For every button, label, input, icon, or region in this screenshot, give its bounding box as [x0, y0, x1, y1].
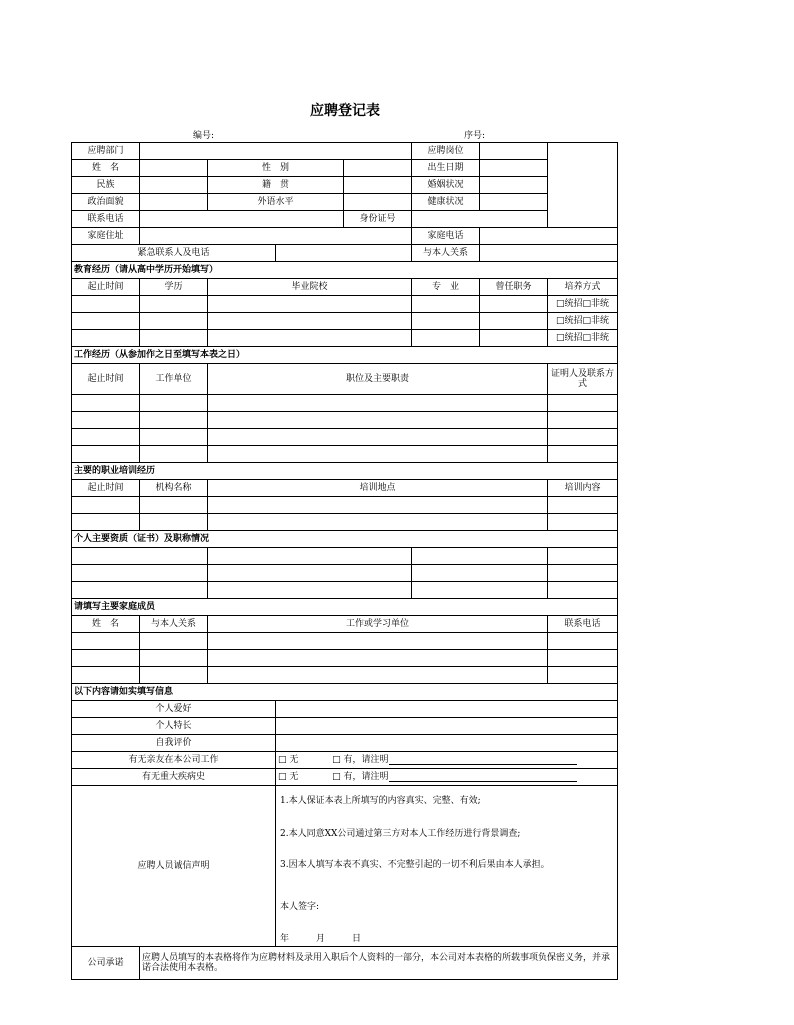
education-section: 教育经历（请从高中学历开始填写） — [72, 262, 618, 279]
edu-cell[interactable] — [72, 313, 140, 330]
language-field[interactable] — [344, 194, 412, 211]
emergency-label: 紧急联系人及电话 — [72, 245, 276, 262]
training-cell[interactable] — [548, 497, 618, 514]
training-header: 培训内容 — [548, 480, 618, 497]
phone-label: 联系电话 — [72, 211, 140, 228]
family-cell[interactable] — [140, 667, 208, 684]
work-header: 职位及主要职责 — [208, 364, 548, 395]
specialty-field[interactable] — [276, 718, 618, 735]
table-row — [72, 667, 618, 684]
illness-label: 有无重大疾病史 — [72, 769, 276, 786]
edu-cell[interactable] — [208, 313, 412, 330]
position-label: 应聘岗位 — [412, 143, 480, 160]
edu-cell[interactable] — [208, 330, 412, 347]
number-label: 编号: — [193, 131, 215, 141]
family-header: 工作或学习单位 — [208, 616, 548, 633]
home-phone-field[interactable] — [480, 228, 618, 245]
family-cell[interactable] — [72, 650, 140, 667]
training-cell[interactable] — [548, 514, 618, 531]
political-field[interactable] — [140, 194, 208, 211]
gender-field[interactable] — [344, 160, 412, 177]
birth-field[interactable] — [480, 160, 548, 177]
qual-cell[interactable] — [208, 582, 412, 599]
work-section: 工作经历（从参加作之日至填写本表之日） — [72, 347, 618, 364]
training-cell[interactable] — [208, 497, 548, 514]
work-cell[interactable] — [140, 446, 208, 463]
family-cell[interactable] — [208, 667, 548, 684]
work-cell[interactable] — [140, 395, 208, 412]
native-field[interactable] — [344, 177, 412, 194]
yes-checkbox[interactable]: □ 有，请注明 — [332, 772, 389, 782]
work-header: 证明人及联系方式 — [548, 364, 618, 395]
family-cell[interactable] — [548, 667, 618, 684]
edu-cell[interactable] — [480, 296, 548, 313]
marital-label: 婚姻状况 — [412, 177, 480, 194]
info-section: 以下内容请如实填写信息 — [72, 684, 618, 701]
health-label: 健康状况 — [412, 194, 480, 211]
table-row — [72, 330, 618, 347]
work-cell[interactable] — [548, 429, 618, 446]
table-row — [72, 565, 618, 582]
family-cell[interactable] — [548, 650, 618, 667]
emergency-field[interactable] — [276, 245, 412, 262]
relatives-label: 有无亲友在本公司工作 — [72, 752, 276, 769]
work-cell[interactable] — [548, 412, 618, 429]
qual-cell[interactable] — [412, 548, 548, 565]
work-header: 起止时间 — [72, 364, 140, 395]
declaration-content — [276, 786, 618, 947]
training-cell[interactable] — [140, 497, 208, 514]
edu-cell[interactable] — [72, 296, 140, 313]
qual-cell[interactable] — [412, 582, 548, 599]
training-header: 起止时间 — [72, 480, 140, 497]
table-row — [72, 412, 618, 429]
edu-cell[interactable] — [140, 330, 208, 347]
family-header: 姓 名 — [72, 616, 140, 633]
work-cell[interactable] — [140, 429, 208, 446]
signature-label: 本人签字: — [280, 902, 320, 912]
language-label: 外语水平 — [208, 194, 344, 211]
work-cell[interactable] — [208, 429, 548, 446]
edu-header: 毕业院校 — [208, 279, 412, 296]
work-cell[interactable] — [208, 395, 548, 412]
table-row — [72, 497, 618, 514]
declaration-item-3: 3.因本人填写本表不真实、不完整引起的一切不利后果由本人承担。 — [280, 860, 550, 870]
work-cell[interactable] — [208, 412, 548, 429]
name-label: 姓 名 — [72, 160, 140, 177]
table-row — [72, 650, 618, 667]
qual-cell[interactable] — [208, 548, 412, 565]
hobby-label: 个人爱好 — [72, 701, 276, 718]
work-cell[interactable] — [72, 395, 140, 412]
work-cell[interactable] — [72, 412, 140, 429]
photo-box[interactable] — [548, 143, 618, 228]
training-header: 机构名称 — [140, 480, 208, 497]
training-section: 主要的职业培训经历 — [72, 463, 618, 480]
edu-header: 专 业 — [412, 279, 480, 296]
relatives-field[interactable] — [276, 752, 618, 769]
table-row — [72, 313, 618, 330]
family-cell[interactable] — [208, 650, 548, 667]
specialty-label: 个人特长 — [72, 718, 276, 735]
qual-cell[interactable] — [72, 548, 208, 565]
family-section: 请填写主要家庭成员 — [72, 599, 618, 616]
training-cell[interactable] — [72, 497, 140, 514]
yes-checkbox[interactable]: □ 有，请注明 — [332, 755, 389, 765]
phone-field[interactable] — [140, 211, 344, 228]
qual-cell[interactable] — [208, 565, 412, 582]
edu-cell[interactable] — [412, 296, 480, 313]
marital-field[interactable] — [480, 177, 548, 194]
edu-cell[interactable] — [480, 313, 548, 330]
address-field[interactable] — [140, 228, 412, 245]
declaration-item-1: 1.本人保证本表上所填写的内容真实、完整、有效; — [280, 796, 481, 806]
qual-cell[interactable] — [548, 548, 618, 565]
work-cell[interactable] — [140, 412, 208, 429]
self-eval-label: 自我评价 — [72, 735, 276, 752]
table-row — [72, 633, 618, 650]
edu-header: 起止时间 — [72, 279, 140, 296]
explain-line[interactable] — [389, 773, 577, 782]
work-cell[interactable] — [72, 446, 140, 463]
application-form-table — [71, 142, 618, 980]
no-checkbox[interactable]: □ 无 — [278, 755, 299, 765]
health-field[interactable] — [480, 194, 548, 211]
home-phone-label: 家庭电话 — [412, 228, 480, 245]
family-header: 联系电话 — [548, 616, 618, 633]
family-cell[interactable] — [140, 633, 208, 650]
edu-mode-option[interactable]: □统招□非统 — [548, 296, 618, 313]
idcard-field[interactable] — [412, 211, 548, 228]
relation-label: 与本人关系 — [412, 245, 480, 262]
edu-cell[interactable] — [140, 296, 208, 313]
qual-cell[interactable] — [72, 565, 208, 582]
training-header: 培训地点 — [208, 480, 548, 497]
page-title: 应聘登记表 — [310, 103, 380, 119]
edu-cell[interactable] — [480, 330, 548, 347]
declaration-label: 应聘人员诚信声明 — [72, 786, 276, 947]
family-cell[interactable] — [548, 633, 618, 650]
table-row — [72, 514, 618, 531]
work-cell[interactable] — [548, 395, 618, 412]
serial-label: 序号: — [464, 131, 486, 141]
edu-cell[interactable] — [208, 296, 412, 313]
table-row — [72, 296, 618, 313]
no-checkbox[interactable]: □ 无 — [278, 772, 299, 782]
table-row — [72, 395, 618, 412]
self-eval-field[interactable] — [276, 735, 618, 752]
birth-label: 出生日期 — [412, 160, 480, 177]
family-cell[interactable] — [208, 633, 548, 650]
qual-cell[interactable] — [412, 565, 548, 582]
training-cell[interactable] — [140, 514, 208, 531]
training-cell[interactable] — [208, 514, 548, 531]
dept-label: 应聘部门 — [72, 143, 140, 160]
promise-label: 公司承诺 — [72, 947, 140, 980]
qual-cell[interactable] — [548, 582, 618, 599]
family-header: 与本人关系 — [140, 616, 208, 633]
idcard-label: 身份证号 — [344, 211, 412, 228]
relation-field[interactable] — [480, 245, 618, 262]
family-cell[interactable] — [140, 650, 208, 667]
edu-mode-option[interactable]: □统招□非统 — [548, 330, 618, 347]
work-cell[interactable] — [548, 446, 618, 463]
promise-text: 应聘人员填写的本表格将作为应聘材料及录用入职后个人资料的一部分，本公司对本表格的所载事项负保密义务，并承诺合法使用本表格。 — [140, 947, 618, 980]
edu-cell[interactable] — [412, 313, 480, 330]
edu-mode-option[interactable]: □统招□非统 — [548, 313, 618, 330]
native-label: 籍 贯 — [208, 177, 344, 194]
table-row — [72, 429, 618, 446]
table-row — [72, 582, 618, 599]
table-row — [72, 548, 618, 565]
date-label: 年 月 日 — [280, 934, 362, 944]
qualification-section: 个人主要资质（证书）及职称情况 — [72, 531, 618, 548]
gender-label: 性 别 — [208, 160, 344, 177]
work-cell[interactable] — [72, 429, 140, 446]
family-cell[interactable] — [72, 667, 140, 684]
work-header: 工作单位 — [140, 364, 208, 395]
ethnic-field[interactable] — [140, 177, 208, 194]
family-cell[interactable] — [72, 633, 140, 650]
edu-header: 曾任职务 — [480, 279, 548, 296]
qual-cell[interactable] — [548, 565, 618, 582]
illness-field[interactable] — [276, 769, 618, 786]
qual-cell[interactable] — [72, 582, 208, 599]
declaration-item-2: 2.本人同意XX公司通过第三方对本人工作经历进行背景调查; — [280, 829, 521, 839]
position-field[interactable] — [480, 143, 548, 160]
training-cell[interactable] — [72, 514, 140, 531]
political-label: 政治面貌 — [72, 194, 140, 211]
edu-cell[interactable] — [412, 330, 480, 347]
edu-header: 学历 — [140, 279, 208, 296]
ethnic-label: 民族 — [72, 177, 140, 194]
hobby-field[interactable] — [276, 701, 618, 718]
edu-cell[interactable] — [72, 330, 140, 347]
work-cell[interactable] — [208, 446, 548, 463]
explain-line[interactable] — [389, 756, 577, 765]
name-field[interactable] — [140, 160, 208, 177]
edu-header: 培养方式 — [548, 279, 618, 296]
table-row — [72, 446, 618, 463]
edu-cell[interactable] — [140, 313, 208, 330]
dept-field[interactable] — [140, 143, 412, 160]
address-label: 家庭住址 — [72, 228, 140, 245]
